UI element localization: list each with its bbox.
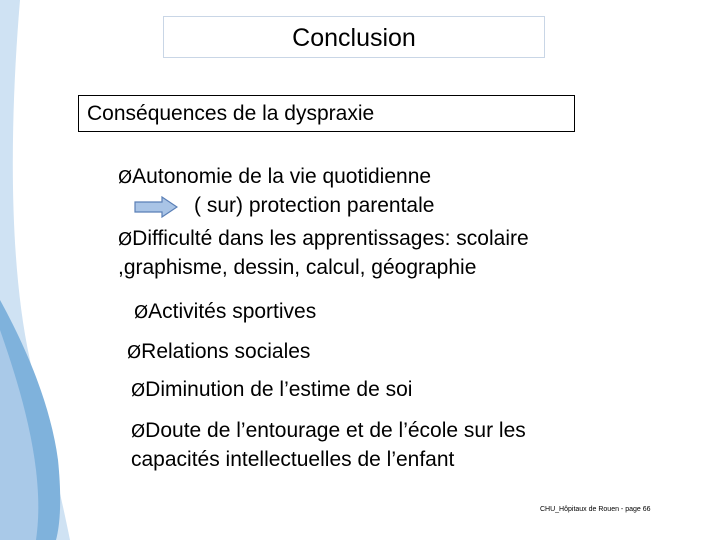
bullet-continuation: capacités intellectuelles de l’enfant (131, 448, 455, 471)
bullet-estime-de-soi (131, 375, 412, 405)
bullet-marker-icon: Ø (134, 302, 149, 323)
slide-title: Conclusion (163, 16, 545, 58)
bullet-marker-icon: Ø (131, 421, 146, 442)
bullet-marker-icon: Ø (118, 229, 133, 250)
bullet-text: Autonomie de la vie quotidienne (132, 165, 432, 188)
right-arrow-icon (134, 196, 178, 218)
bullet-marker-icon: Ø (131, 380, 146, 401)
bullet-relations-sociales (127, 337, 310, 367)
bullet-text: Difficulté dans les apprentissages: scolaire (132, 227, 529, 250)
bullet-text: Diminution de l’estime de soi (145, 378, 413, 401)
bullet-autonomie (118, 162, 431, 192)
bullet-doute-entourage (131, 416, 526, 446)
bullet-text: Activités sportives (148, 300, 317, 323)
footer-credit: CHU_Hôpitaux de Rouen - page 66 (540, 506, 651, 513)
bullet-apprentissages (118, 224, 529, 254)
bullet-marker-icon: Ø (127, 342, 142, 363)
bullet-text: Doute de l’entourage et de l’école sur les (145, 419, 526, 442)
bullet-subline: ( sur) protection parentale (194, 194, 435, 217)
bullet-continuation: ,graphisme, dessin, calcul, géographie (118, 256, 477, 279)
decorative-swoosh (0, 0, 80, 540)
section-heading: Conséquences de la dyspraxie (78, 95, 575, 132)
bullet-activites-sportives (134, 297, 316, 327)
bullet-text: Relations sociales (141, 340, 311, 363)
bullet-marker-icon: Ø (118, 167, 133, 188)
